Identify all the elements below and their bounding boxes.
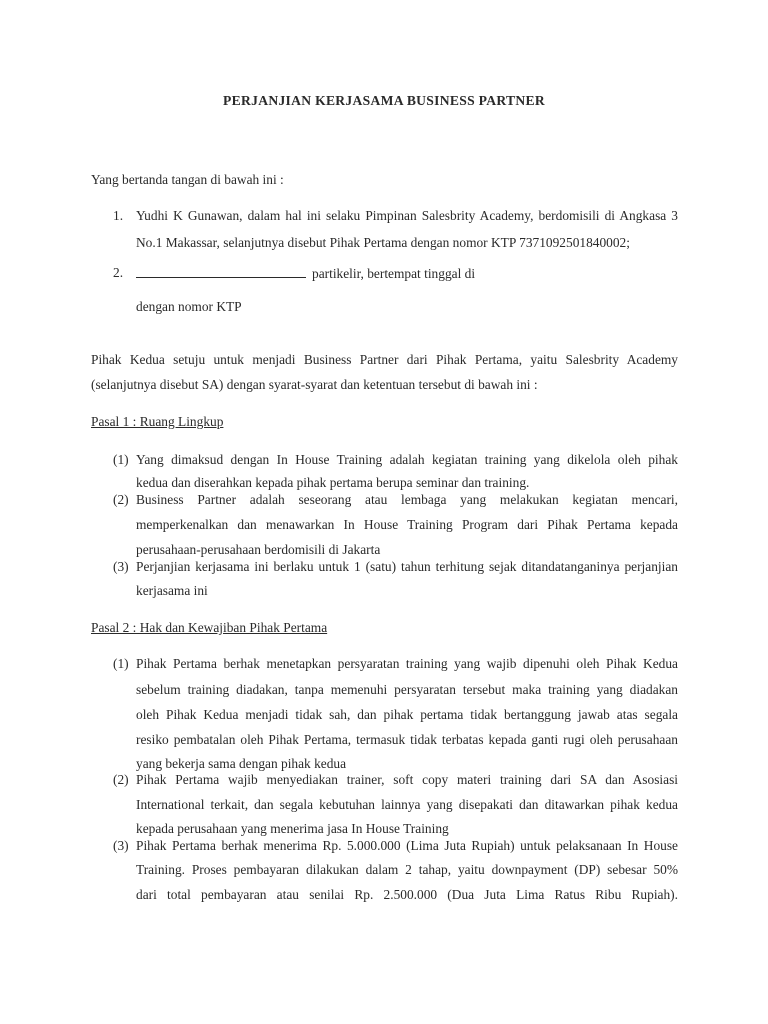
pasal-1-item-3-number: (3) [113, 559, 129, 574]
pasal-2-item-1-line-5: yang bekerja sama dengan pihak kedua [136, 756, 347, 771]
agreement-line-2: (selanjutnya disebut SA) dengan syarat-syarat dan ketentuan tersebut di bawah ini : [91, 377, 538, 392]
pasal-2-item-2-line-3: kepada perusahaan yang menerima jasa In House Training [136, 821, 449, 836]
pasal-2-item-2-number: (2) [113, 772, 129, 787]
pasal-2-item-1-line-4: resiko pembatalan oleh Pihak Pertama, termasuk tidak terbatas kepada ganti rugi oleh perusahaan [136, 732, 678, 747]
pasal-2-item-3-line-2: Training. Proses pembayaran dilakukan dalam 2 tahap, yaitu downpayment (DP) sebesar 50% [136, 862, 678, 877]
pasal-1-heading: Pasal 1 : Ruang Lingkup [91, 414, 224, 429]
pasal-2-item-3-line-1: Pihak Pertama berhak menerima Rp. 5.000.000 (Lima Juta Rupiah) untuk pelaksanaan In House [136, 838, 678, 853]
party-2-line-1 [136, 265, 475, 282]
party-1-number: 1. [113, 208, 124, 223]
pasal-1-item-3-line-1: Perjanjian kerjasama ini berlaku untuk 1 (satu) tahun terhitung sejak ditandatanganinya perjanjian [136, 559, 678, 574]
party-2-number: 2. [113, 265, 124, 280]
pasal-1-item-1-line-2: kedua dan diserahkan kepada pihak pertama berupa seminar dan training. [136, 475, 530, 490]
pasal-1-item-2-line-3: perusahaan-perusahaan berdomisili di Jakarta [136, 542, 381, 557]
pasal-2-item-1-line-2: sebelum training diadakan, tanpa memenuhi persyaratan tersebut maka training yang diadakan [136, 682, 678, 697]
party-1-line-2: No.1 Makassar, selanjutnya disebut Pihak Pertama dengan nomor KTP 7371092501840002; [136, 235, 630, 250]
party-2-text: partikelir, bertempat tinggal di [312, 266, 476, 281]
pasal-1-item-2-line-2: memperkenalkan dan menawarkan In House Training Program dari Pihak Pertama kepada [136, 517, 678, 532]
agreement-line-1: Pihak Kedua setuju untuk menjadi Business Partner dari Pihak Pertama, yaitu Salesbrity Academy [91, 352, 678, 367]
party-1-line-1: Yudhi K Gunawan, dalam hal ini selaku Pimpinan Salesbrity Academy, berdomisili di Angkasa 3 [136, 208, 678, 223]
document-title: PERJANJIAN KERJASAMA BUSINESS PARTNER [223, 93, 545, 108]
pasal-1-item-1-line-1: Yang dimaksud dengan In House Training adalah kegiatan training yang dikelola oleh pihak [136, 452, 678, 467]
pasal-2-item-1-number: (1) [113, 656, 129, 671]
pasal-1-item-2-number: (2) [113, 492, 129, 507]
pasal-2-heading: Pasal 2 : Hak dan Kewajiban Pihak Pertama [91, 620, 328, 635]
pasal-2-item-3-line-3: dari total pembayaran atau senilai Rp. 2.500.000 (Dua Juta Lima Ratus Ribu Rupiah). [136, 887, 678, 902]
party-2-line-2: dengan nomor KTP [136, 299, 242, 314]
pasal-2-item-1-line-1: Pihak Pertama berhak menetapkan persyaratan training yang wajib dipenuhi oleh Pihak Kedua [136, 656, 678, 671]
pasal-1-item-1-number: (1) [113, 452, 129, 467]
intro-text: Yang bertanda tangan di bawah ini : [91, 172, 284, 187]
name-blank-field [136, 265, 306, 278]
pasal-2-item-3-number: (3) [113, 838, 129, 853]
pasal-2-item-2-line-1: Pihak Pertama wajib menyediakan trainer, soft copy materi training dari SA dan Asosiasi [136, 772, 678, 787]
pasal-2-item-1-line-3: oleh Pihak Kedua menjadi tidak sah, dan pihak pertama tidak bertanggung jawab atas segala [136, 707, 678, 722]
pasal-1-item-3-line-2: kerjasama ini [136, 583, 208, 598]
pasal-1-item-2-line-1: Business Partner adalah seseorang atau lembaga yang melakukan kegiatan mencari, [136, 492, 678, 507]
pasal-2-item-2-line-2: International terkait, dan segala kebutuhan lainnya yang disepakati dan ditawarkan pihak kedua [136, 797, 678, 812]
